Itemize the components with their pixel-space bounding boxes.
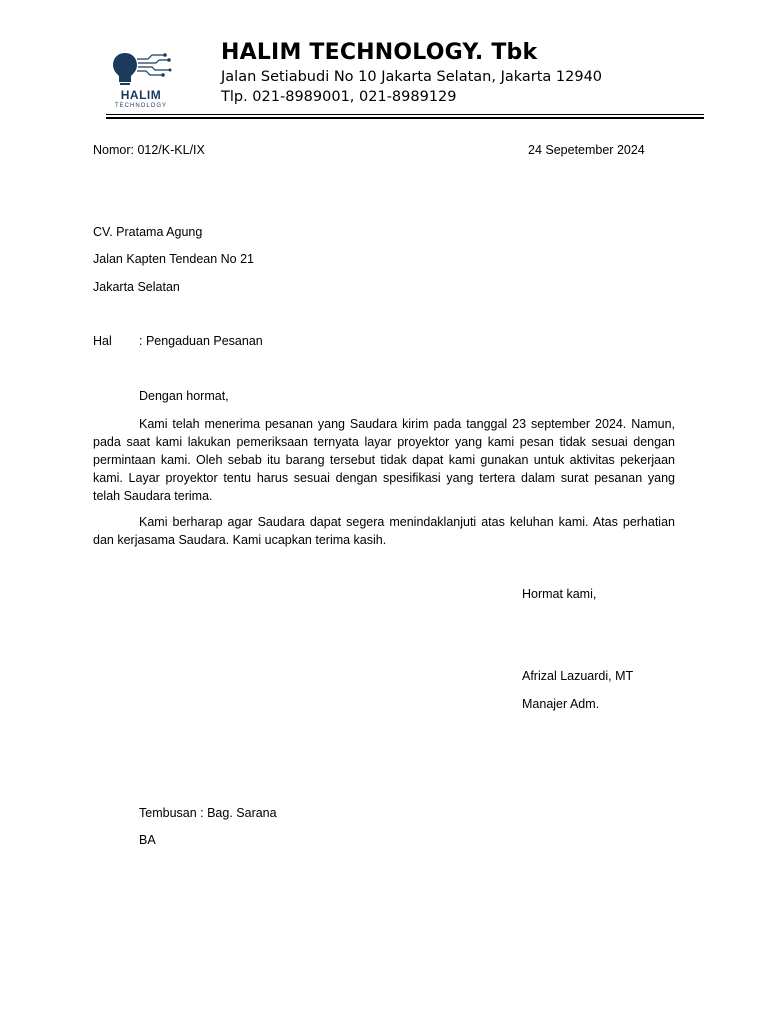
signer-title: Manajer Adm.: [522, 697, 600, 711]
carbon-copy: Tembusan : Bag. Sarana: [139, 806, 277, 820]
company-logo: [108, 50, 174, 112]
subject-text: : Pengaduan Pesanan: [139, 334, 263, 348]
company-address: Jalan Setiabudi No 10 Jakarta Selatan, Jakarta 12940: [221, 69, 603, 85]
greeting: Dengan hormat,: [139, 389, 229, 403]
letter-date: 24 Sepetember 2024: [528, 143, 645, 157]
closing: Hormat kami,: [522, 587, 597, 601]
letter-number: Nomor: 012/K-KL/IX: [93, 143, 205, 157]
company-phone: Tlp. 021-8989001, 021-8989129: [221, 89, 457, 105]
recipient-city: Jakarta Selatan: [93, 280, 180, 294]
recipient-name: CV. Pratama Agung: [93, 225, 203, 239]
bulb-circuit-icon: [112, 50, 172, 88]
subject-label: Hal: [93, 334, 112, 348]
body-paragraph: Kami telah menerima pesanan yang Saudara kirim pada tanggal 23 september 2024. Namun, pada saat kami lakukan pemeriksaan ternyata layar proyektor yang kami pesan tidak sesuai dengan permintaan kami. Oleh sebab itu barang tersebut tidak dapat kami gunakan untuk aktivitas pekerjaan kami. Layar proyektor tentu harus sesuai dengan spesifikasi yang tertera dalam surat pesanan yang telah Saudara terima.: [93, 417, 675, 503]
signer-name: Afrizal Lazuardi, MT: [522, 669, 634, 683]
company-name: HALIM TECHNOLOGY. Tbk: [221, 40, 538, 65]
header-rule-thin: [106, 114, 704, 115]
logo-name: HALIM: [120, 88, 162, 102]
recipient-street: Jalan Kapten Tendean No 21: [93, 252, 255, 266]
logo-subtitle: TECHNOLOGY: [114, 103, 167, 109]
header-rule-thick: [106, 117, 704, 119]
body-paragraph: Kami berharap agar Saudara dapat segera menindaklanjuti atas keluhan kami. Atas perhatian dan kerjasama Saudara. Kami ucapkan terima kasih.: [93, 515, 675, 547]
carbon-copy-extra: BA: [139, 833, 156, 847]
